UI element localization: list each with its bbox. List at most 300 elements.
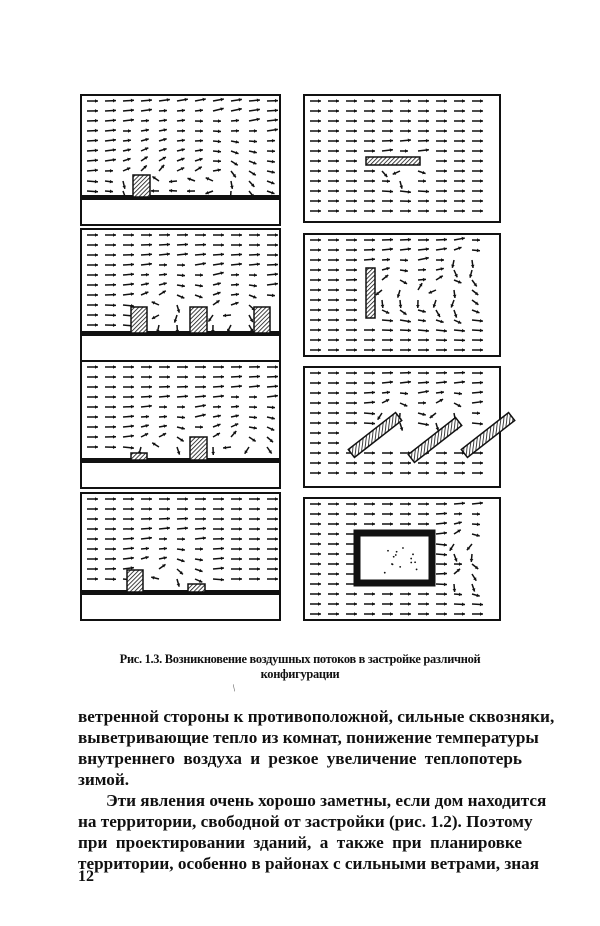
flow-arrow <box>364 412 375 416</box>
flow-arrow <box>418 612 429 616</box>
arrow-head <box>372 381 375 385</box>
flow-arrow <box>310 318 321 322</box>
flow-arrow <box>141 243 152 247</box>
flow-arrow <box>267 160 275 164</box>
flow-arrow <box>472 119 483 123</box>
arrow-head <box>146 273 149 277</box>
arrow-head <box>480 209 483 213</box>
flow-arrow <box>400 612 411 616</box>
arrow-head <box>236 273 239 277</box>
arrow-head <box>372 119 375 123</box>
flow-arrow <box>141 433 148 437</box>
flow-arrow <box>249 557 260 561</box>
flow-arrow <box>141 365 152 369</box>
arrow-head <box>221 243 224 247</box>
arrow-head <box>221 517 224 521</box>
flow-arrow <box>328 562 339 566</box>
arrow-head <box>426 209 429 213</box>
flow-arrow <box>346 522 357 526</box>
arrow-head <box>318 572 321 576</box>
flow-arrow <box>87 149 98 153</box>
arrow-head <box>336 129 339 133</box>
flow-arrow <box>382 171 387 177</box>
flow-arrow <box>249 395 257 399</box>
arrow-head <box>354 199 357 203</box>
flow-arrow <box>451 260 455 268</box>
flow-arrow <box>328 411 339 415</box>
flow-arrow <box>454 129 465 133</box>
arrow-head <box>185 243 188 247</box>
flow-arrow <box>382 612 393 616</box>
flow-arrow <box>123 497 134 501</box>
arrow-head <box>462 159 465 163</box>
flow-arrow <box>418 190 429 194</box>
flow-arrow <box>418 412 426 415</box>
flow-arrow <box>195 139 203 143</box>
arrow-head <box>239 577 242 581</box>
arrow-head <box>211 452 215 455</box>
flow-arrow <box>364 119 375 123</box>
flow-arrow <box>249 325 253 332</box>
flow-arrow <box>418 139 429 143</box>
flow-arrow <box>472 280 477 286</box>
flow-arrow <box>310 149 321 153</box>
arrow-head <box>408 502 411 506</box>
flow-arrow <box>364 209 375 213</box>
arrow-head <box>318 552 321 556</box>
flow-arrow <box>208 315 213 322</box>
flow-arrow <box>418 319 426 323</box>
arrow-head <box>462 612 465 616</box>
building <box>131 307 147 333</box>
flow-arrow <box>249 295 256 298</box>
building <box>366 268 375 318</box>
arrow-head <box>336 552 339 556</box>
flow-arrow <box>454 109 465 113</box>
arrow-head <box>239 507 242 511</box>
arrow-head <box>164 405 167 409</box>
arrow-head <box>149 536 152 540</box>
arrow-head <box>408 522 411 526</box>
flow-arrow <box>122 181 126 189</box>
arrow-head <box>372 391 375 395</box>
flow-arrow <box>436 149 447 153</box>
flow-arrow <box>346 169 357 173</box>
flow-arrow <box>418 171 426 174</box>
arrow-head <box>318 431 321 435</box>
flow-arrow <box>159 497 170 501</box>
flow-arrow <box>213 292 221 295</box>
flow-arrow <box>400 109 411 113</box>
flow-arrow <box>328 348 339 352</box>
arrow-head <box>480 612 483 616</box>
arrow-head <box>480 371 483 375</box>
flow-arrow <box>453 290 457 298</box>
arrow-head <box>318 278 321 282</box>
arrow-head <box>275 118 278 122</box>
flow-arrow <box>213 365 224 369</box>
flow-arrow <box>249 161 256 165</box>
arrow-head <box>95 537 98 541</box>
arrow-head <box>354 348 357 352</box>
flow-arrow <box>454 348 465 352</box>
arrow-head <box>275 233 278 237</box>
arrow-head <box>318 532 321 536</box>
arrow-head <box>164 263 167 267</box>
flow-arrow <box>400 310 407 315</box>
flow-arrow <box>249 140 257 144</box>
arrow-head <box>372 109 375 113</box>
flow-arrow <box>249 365 260 369</box>
flow-arrow <box>105 293 116 297</box>
flow-arrow <box>123 282 134 286</box>
flow-arrow <box>249 243 260 247</box>
arrow-head <box>95 243 98 247</box>
arrow-head <box>113 138 116 142</box>
flow-arrow <box>454 310 457 318</box>
flow-arrow <box>328 602 339 606</box>
arrow-head <box>354 522 357 526</box>
arrow-head <box>218 159 221 163</box>
flow-arrow <box>267 139 275 143</box>
flow-arrow <box>105 169 113 173</box>
flow-arrow <box>310 238 321 242</box>
flow-arrow <box>213 150 221 154</box>
flow-arrow <box>213 557 224 561</box>
flow-arrow <box>231 527 242 531</box>
arrow-head <box>131 375 134 379</box>
flow-arrow <box>249 262 260 266</box>
flow-arrow <box>213 405 221 409</box>
arrow-head <box>131 547 134 551</box>
arrow-head <box>336 159 339 163</box>
arrow-head <box>254 140 257 144</box>
flow-arrow <box>151 189 159 193</box>
arrow-head <box>462 371 465 375</box>
flow-arrow <box>195 167 202 171</box>
flow-arrow <box>436 320 444 323</box>
flow-arrow <box>105 405 116 409</box>
flow-arrow <box>159 263 167 267</box>
arrow-head <box>480 390 483 394</box>
flow-arrow <box>141 424 149 428</box>
flow-arrow <box>382 209 393 213</box>
arrow-head <box>113 365 116 369</box>
arrow-head <box>218 150 221 154</box>
arrow-head <box>462 380 465 384</box>
arrow-head <box>444 521 447 525</box>
building <box>254 307 270 333</box>
dust-dot <box>410 558 412 560</box>
arrow-head <box>182 263 185 267</box>
arrow-head <box>387 391 390 395</box>
arrow-head <box>336 338 339 342</box>
flow-arrow <box>364 512 375 516</box>
flow-arrow <box>105 527 116 531</box>
arrow-head <box>336 441 339 445</box>
flow-arrow <box>267 282 278 286</box>
flow-arrow <box>231 384 242 388</box>
flow-arrow <box>105 273 116 277</box>
flow-arrow <box>328 298 339 302</box>
flow-arrow <box>436 258 444 262</box>
arrow-head <box>444 149 447 153</box>
building <box>348 413 401 458</box>
arrow-head <box>462 348 465 352</box>
dust-dot <box>391 563 393 565</box>
flow-arrow <box>418 179 426 183</box>
flow-arrow <box>105 567 116 571</box>
arrow-head <box>167 375 170 379</box>
arrow-head <box>354 612 357 616</box>
arrow-head <box>336 461 339 465</box>
flow-arrow <box>105 395 116 399</box>
flow-arrow <box>105 385 116 389</box>
flow-arrow <box>123 537 134 541</box>
flow-arrow <box>267 527 278 531</box>
flow-arrow <box>159 128 167 132</box>
arrow-head <box>167 233 170 237</box>
arrow-head <box>408 247 411 251</box>
arrow-head <box>480 319 483 323</box>
arrow-head <box>131 446 134 450</box>
flow-arrow <box>177 98 188 102</box>
flow-arrow <box>152 301 159 305</box>
arrow-head <box>95 159 98 163</box>
flow-arrow <box>267 537 278 541</box>
arrow-head <box>275 99 278 103</box>
flow-arrow <box>195 119 203 123</box>
arrow-head <box>444 329 447 333</box>
arrow-head <box>131 556 134 560</box>
arrow-head <box>318 612 321 616</box>
arrow-head <box>480 179 483 183</box>
arrow-head <box>239 517 242 521</box>
arrow-head <box>113 253 116 257</box>
arrow-head <box>441 258 444 262</box>
flow-arrow <box>249 284 257 288</box>
flow-arrow <box>177 385 188 389</box>
flow-arrow <box>105 253 116 257</box>
arrow-head <box>408 380 411 384</box>
arrow-head <box>113 99 116 103</box>
flow-arrow <box>436 159 447 163</box>
flow-arrow <box>159 273 167 277</box>
arrow-head <box>336 179 339 183</box>
flow-arrow <box>123 527 134 531</box>
arrow-head <box>257 375 260 379</box>
flow-arrow <box>87 109 98 113</box>
flow-arrow <box>472 400 483 404</box>
flow-arrow <box>177 405 185 409</box>
flow-arrow <box>400 602 411 606</box>
arrow-head <box>272 406 275 410</box>
arrow-head <box>444 159 447 163</box>
flow-arrow <box>472 179 483 183</box>
flow-arrow <box>472 159 483 163</box>
flow-arrow <box>346 592 357 596</box>
arrow-head <box>408 461 411 465</box>
arrow-head <box>200 547 203 551</box>
arrow-head <box>390 247 393 251</box>
flow-arrow <box>141 138 149 141</box>
flow-arrow <box>213 271 224 275</box>
arrow-head <box>336 572 339 576</box>
arrow-head <box>95 517 98 521</box>
arrow-head <box>257 243 260 247</box>
flow-arrow <box>249 273 257 277</box>
arrow-head <box>95 395 98 399</box>
flow-arrow <box>328 552 339 556</box>
flow-arrow <box>123 139 131 143</box>
arrow-head <box>318 522 321 526</box>
arrow-head <box>182 119 185 123</box>
flow-arrow <box>231 171 236 177</box>
arrow-head <box>480 381 483 385</box>
flow-arrow <box>346 179 357 183</box>
flow-arrow <box>159 394 170 398</box>
arrow-head <box>239 557 242 561</box>
arrow-head <box>218 129 221 133</box>
flow-arrow <box>436 199 447 203</box>
flow-arrow <box>230 181 234 189</box>
flow-arrow <box>328 371 339 375</box>
flow-arrow <box>152 443 159 447</box>
flow-arrow <box>205 191 213 194</box>
flow-arrow <box>346 129 357 133</box>
arrow-head <box>113 557 116 561</box>
flow-arrow <box>231 233 242 237</box>
flow-arrow <box>195 233 206 237</box>
arrow-head <box>131 292 134 296</box>
flow-arrow <box>213 433 220 437</box>
flow-arrow <box>418 502 429 506</box>
arrow-head <box>354 471 357 475</box>
flow-arrow <box>436 562 447 566</box>
dust-dot <box>384 572 386 574</box>
flow-arrow <box>346 298 357 302</box>
flow-arrow <box>213 424 221 427</box>
flow-arrow <box>346 119 357 123</box>
arrow-head <box>372 401 375 405</box>
text-line: Эти явления очень хорошо заметны, если дом находится <box>106 791 547 810</box>
flow-arrow <box>310 441 321 445</box>
arrow-head <box>131 405 134 409</box>
flow-arrow <box>267 365 278 369</box>
arrow-head <box>203 507 206 511</box>
arrow-head <box>272 139 275 143</box>
arrow-head <box>221 507 224 511</box>
arrow-head <box>318 381 321 385</box>
flow-arrow <box>177 274 185 278</box>
flow-arrow <box>400 592 411 596</box>
flow-arrow <box>231 557 242 561</box>
arrow-head <box>236 293 239 297</box>
flow-arrow <box>454 329 465 333</box>
arrow-head <box>480 169 483 173</box>
arrow-head <box>408 138 411 142</box>
arrow-head <box>239 253 242 257</box>
flow-arrow <box>105 497 116 501</box>
arrow-head <box>200 273 203 277</box>
flow-arrow <box>472 603 483 607</box>
flow-arrow <box>141 147 148 151</box>
flow-arrow <box>454 512 462 516</box>
flow-arrow <box>454 554 457 562</box>
flow-arrow <box>87 415 98 419</box>
flow-arrow <box>310 308 321 312</box>
flow-arrow <box>195 497 206 501</box>
flow-arrow <box>159 564 166 569</box>
flow-arrow <box>400 181 403 189</box>
arrow-head <box>200 425 203 429</box>
flow-arrow <box>231 405 239 409</box>
flow-arrow <box>231 140 239 144</box>
flow-arrow <box>328 338 339 342</box>
flow-arrow <box>436 310 440 317</box>
arrow-head <box>239 567 242 571</box>
arrow-head <box>113 517 116 521</box>
arrow-head <box>164 273 167 277</box>
arrow-head <box>185 252 188 256</box>
flow-arrow <box>400 209 411 213</box>
arrow-head <box>336 502 339 506</box>
arrow-head <box>336 431 339 435</box>
arrow-head <box>426 612 429 616</box>
flow-arrow <box>87 507 98 511</box>
arrow-head <box>372 149 375 153</box>
flow-arrow <box>87 395 98 399</box>
flow-arrow <box>382 399 389 403</box>
flow-arrow <box>141 262 152 266</box>
flow-arrow <box>159 424 167 428</box>
flow-arrow <box>436 391 444 395</box>
arrow-head <box>167 517 170 521</box>
arrow-head <box>405 258 408 262</box>
flow-arrow <box>472 381 483 385</box>
flow-arrow <box>418 461 429 465</box>
flow-arrow <box>328 512 339 516</box>
flow-arrow <box>454 320 461 324</box>
flow-arrow <box>328 318 339 322</box>
flow-arrow <box>470 554 474 562</box>
flow-arrow <box>87 243 98 247</box>
arrow-head <box>318 592 321 596</box>
flow-arrow <box>436 380 447 384</box>
flow-arrow <box>364 258 375 262</box>
flow-arrow <box>267 394 278 398</box>
arrow-head <box>95 253 98 257</box>
flow-arrow <box>152 315 159 319</box>
arrow-head <box>182 139 185 143</box>
flow-arrow <box>454 199 465 203</box>
flow-arrow <box>195 365 206 369</box>
flow-arrow <box>328 461 339 465</box>
flow-arrow <box>328 471 339 475</box>
arrow-head <box>113 405 116 409</box>
arrow-head <box>182 548 185 552</box>
flow-arrow <box>177 497 188 501</box>
arrow-head <box>272 160 275 164</box>
flow-arrow <box>418 238 429 242</box>
flow-arrow <box>400 423 403 431</box>
arrow-head <box>441 391 444 395</box>
arrow-head <box>318 248 321 252</box>
arrow-head <box>462 179 465 183</box>
arrow-head <box>275 263 278 267</box>
flow-arrow <box>123 385 134 389</box>
arrow-head <box>236 129 239 133</box>
